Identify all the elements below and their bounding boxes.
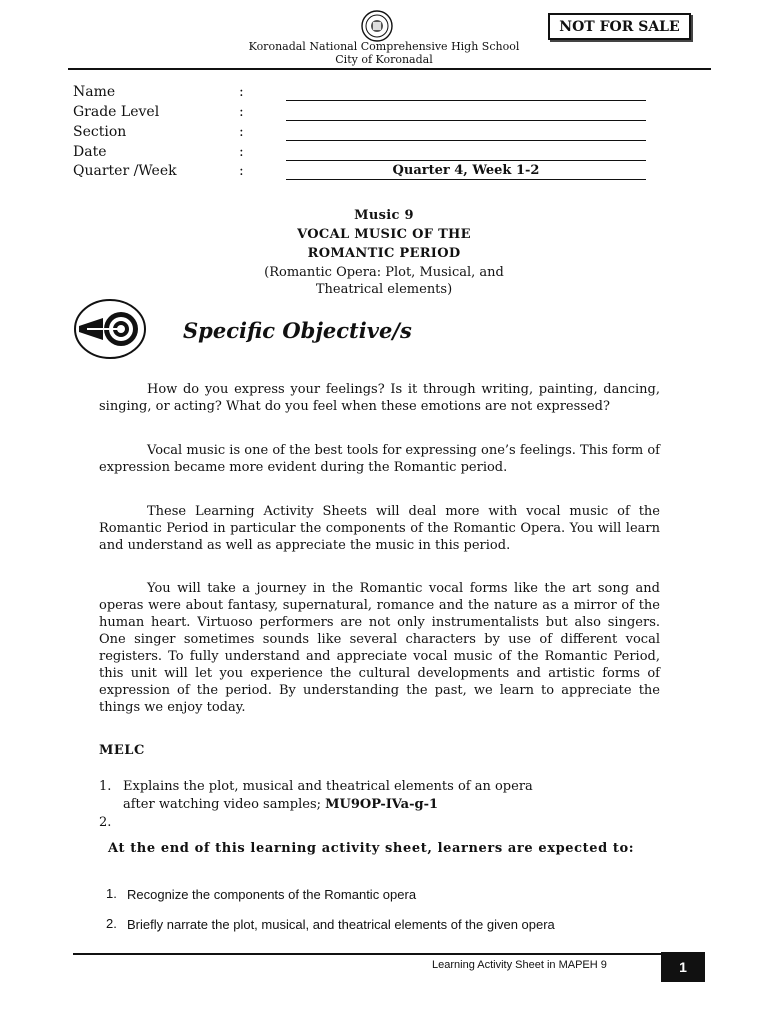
grade-level-input-line[interactable] [286,120,646,121]
expectation-item-2-number: 2. [106,916,117,931]
field-label: Grade Level [73,104,160,120]
topic-subtitle-line2: Theatrical elements) [315,282,453,297]
school-name: Koronadal National Comprehensive High School [248,40,520,53]
melc-item-1-text: after watching video samples; [123,797,322,812]
field-colon: : [239,163,244,179]
topic-title-line1: VOCAL MUSIC OF THE [297,227,471,242]
expectation-item-1-text: Recognize the components of the Romantic opera [127,887,417,902]
footer-label: Learning Activity Sheet in MAPEH 9 [432,959,607,971]
quarter-week-input-line[interactable] [286,179,646,180]
expectation-item-1-number: 1. [106,886,117,901]
melc-code: MU9OP-IVa-g-1 [325,797,439,812]
field-colon: : [239,84,244,100]
field-name [73,84,673,102]
paragraph-3: These Learning Activity Sheets will deal more with vocal music of the Romantic Period in particular the components of the Romantic Opera. You will learn and understand as well as appreciate the music in this period. [99,504,660,553]
field-section [73,124,673,142]
melc-heading: MELC [99,743,145,758]
school-seal-logo [361,10,393,42]
section-heading-objectives: Specific Objective/s [183,318,412,343]
subject-title: Music 9 [354,208,414,223]
field-colon: : [239,124,244,140]
field-label: Section [73,124,127,140]
name-input-line[interactable] [286,100,646,101]
melc-item-2-number: 2. [99,815,112,830]
target-arrow-icon [73,298,151,360]
field-colon: : [239,104,244,120]
date-input-line[interactable] [286,160,646,161]
paragraph-1: How do you express your feelings? Is it through writing, painting, dancing, singing, or acting? What do you feel when these emotions are not expressed? [99,382,660,414]
field-label: Quarter /Week [73,163,177,179]
field-label: Name [73,84,116,100]
school-city: City of Koronadal [335,53,433,66]
paragraph-4: You will take a journey in the Romantic vocal forms like the art song and operas were about fantasy, supernatural, romance and the nature as a mirror of the human heart. Virtuoso performers are not only instrumentalists but also singers. One singer sometimes sounds like several characters by use of different vocal registers. To fully understand and appreciate vocal music of the Romantic Period, this unit will let you experience the cultural developments and artistic forms of expression of the period. By understanding the past, we learn to appreciate the things we enjoy today. [99,581,660,715]
expectation-heading: At the end of this learning activity sheet, learners are expected to: [108,841,635,856]
quarter-week-value: Quarter 4, Week 1-2 [392,163,540,178]
page-number: 1 [661,952,705,982]
footer-divider [73,953,705,955]
not-for-sale-badge: NOT FOR SALE [548,13,691,40]
melc-item-1-number: 1. [99,779,112,794]
melc-item-1-line1: Explains the plot, musical and theatrical elements of an opera [123,779,533,794]
field-quarter-week [73,163,673,181]
field-grade-level [73,104,673,122]
header-divider [68,68,711,70]
field-colon: : [239,144,244,160]
paragraph-2: Vocal music is one of the best tools for expressing one’s feelings. This form of expression became more evident during the Romantic period. [99,443,660,475]
topic-title-line2: ROMANTIC PERIOD [307,246,461,261]
field-date [73,144,673,162]
section-input-line[interactable] [286,140,646,141]
topic-subtitle-line1: (Romantic Opera: Plot, Musical, and [264,265,504,280]
expectation-item-2-text: Briefly narrate the plot, musical, and theatrical elements of the given opera [127,917,555,932]
melc-item-1-line2 [123,796,438,813]
field-label: Date [73,144,107,160]
